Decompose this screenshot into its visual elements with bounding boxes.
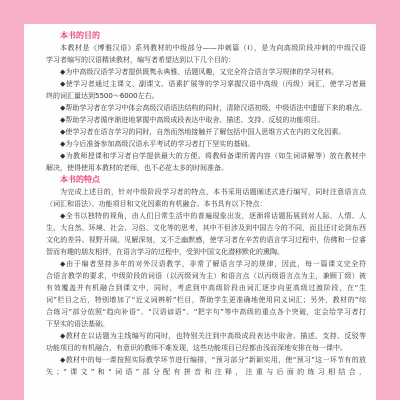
- bullet-item: [46, 66, 366, 78]
- page-body: [46, 30, 366, 396]
- text-line: 功能项目的有机融合，有意识的教师不难发现，这些功能项目已经都由浅而深地安排在每一课中。: [46, 344, 347, 352]
- text-line: ◆帮助学习者循序渐进地掌握中高级成段表达中取舍、描述、支持、反驳的功能项目。: [60, 116, 325, 124]
- bullet-item: [46, 126, 366, 138]
- text-line: ◆使学习者在语言学习的同时，自然而然地接触并了解包括中国人思维方式在内的文化因素。: [60, 128, 346, 136]
- page-frame-right: [376, 0, 400, 400]
- bullet-item: [46, 354, 366, 378]
- text-line: 终的词汇量达到5500～6000左右。: [46, 92, 159, 100]
- text-line: 合语言教学的要求，中级阶段的词语（以丙级词为主）和语言点（以丙级语言点为主，兼顾丁级）被: [46, 272, 366, 280]
- bullet-item: [46, 78, 366, 102]
- bullet-item: [46, 102, 366, 114]
- text-line: 下坚实的语法基础。: [46, 320, 109, 328]
- text-line: ◆教材在以话题为主线编写的同时，也特别关注到中高级成段表达中取舍、描述、支持、反驳等: [60, 332, 366, 340]
- text-line: ◆为教师授课和学习者自学提供最大的方便。将教师备课所需内容（如生词讲解等）放在教材中: [60, 152, 366, 160]
- bullet-item: [46, 330, 366, 354]
- bullet-item: [46, 258, 366, 330]
- bullet-item: [46, 114, 366, 126]
- text-line: 文化的差异。视野开阔，见解深刻，又不乏幽默感，使学习者在辛苦的语言学习过程中，仿佛和一位睿: [46, 236, 366, 244]
- text-line: 智而有趣的朋友相伴，在语言学习的过程中，受到中国文化潜移默化的熏陶。: [46, 248, 284, 256]
- text-line: ◆全书以独特的视角，由人们日常生活中的普遍现象出发，逐渐将话题拓展到对人际、人情、人: [60, 212, 366, 220]
- text-line: 有效覆盖并有机融合到课文中，同时，考虑到中高级阶段由词汇逐步向更高级过渡阶段，在“生: [46, 284, 366, 292]
- page-frame-left: [0, 0, 24, 400]
- section-heading: 本书的目的: [60, 31, 100, 40]
- text-line: （词汇和语法）、功能项目和文化因素的有机融合。本书具有以下特点：: [46, 200, 267, 208]
- bullet-item: [46, 150, 366, 174]
- bullet-item: [46, 210, 366, 258]
- text-line: ◆教材中的每一课按照实际教学环节进行编排，“预习部分”新颖实用，使“预习”这一环节有的放: [60, 356, 366, 364]
- section: [46, 30, 366, 174]
- text-line: 合练习”部分依照“趋向补语”、“汉语谚语”、“把字句”等中高级的重点各个突破，定会给学习者打: [46, 308, 366, 316]
- text-line: ◆使学习者通过主课文、副课文、语素扩展等的学习掌握汉语中高级（丙级）词汇，使学习者最: [60, 80, 366, 88]
- text-line: 生、大自然、环境、社会、习俗、文化等的思考，其中不但涉及到中国古今的不同，而且还讨论到东西: [46, 224, 366, 232]
- text-line: ◆为中高级汉语学习者提供既隽永典雅、话题风趣，又完全符合语言学习规律的学习材料。: [60, 68, 339, 76]
- text-line: 矢；“课文”和“词语”部分配有拼音和注释，注重与后面的练习相结合，: [46, 368, 366, 376]
- text-line: 词”栏目之后，特别增加了“近义词辨析”栏目，帮助学生更准确地使用同义词汇；另外，教材的“综: [46, 296, 366, 304]
- paragraph: [46, 186, 366, 210]
- text-line: ◆为今后准备参加高级汉语水平考试的学习者打下坚实的基础。: [60, 140, 255, 148]
- paragraph: [46, 42, 366, 66]
- text-line: 为完成上述目的，针对中级阶段学习者的特点，本书采用话题阐述式进行编写，同时注意语言点: [60, 188, 366, 196]
- section: [46, 174, 366, 378]
- text-line: ◆帮助学习者在学习中体会高级汉语语法结构的同时，清除汉语初级、中级语法中遗留下来的难点。: [60, 104, 366, 112]
- text-line: 解决，使得使用本教材的老师，也不必花太多的时间准备。: [46, 164, 228, 172]
- bullet-item: [46, 138, 366, 150]
- text-line: 学习者编写的汉语精读教材，编写者希望达到以下几个目的：: [46, 56, 235, 64]
- text-line: 本教材是《博雅汉语》系列教材的中级部分——冲刺篇（Ⅰ），是为向高级阶段冲刺的中级汉语: [60, 44, 366, 52]
- section-heading: 本书的特点: [60, 175, 100, 184]
- text-line: ◆由于编者坚持多年的对外汉语教学，非常了解语言学习的规律，因此，每一篇课文完全符: [60, 260, 366, 268]
- page-frame-top: [0, 0, 400, 24]
